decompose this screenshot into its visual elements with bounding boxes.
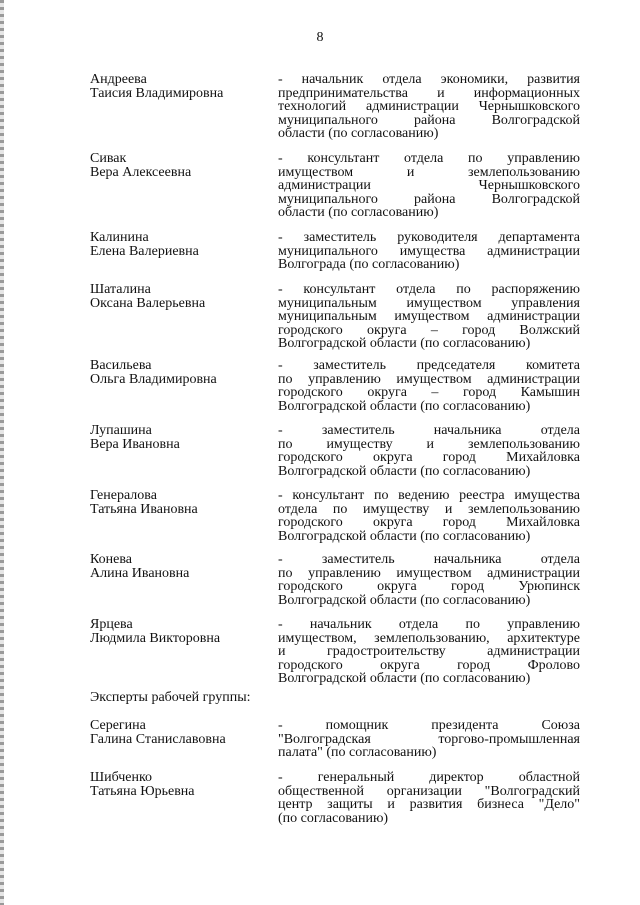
role-line: технологий администрации Чернышковского: [278, 99, 580, 114]
role-line: муниципальным имуществом управления: [278, 295, 580, 311]
role-line: - помощник президента Союза: [278, 718, 580, 733]
role-line: имуществом и землепользованию: [278, 164, 580, 180]
member-name: [90, 152, 270, 179]
role-line: администрации Чернышковского: [278, 178, 580, 193]
role-line: - начальник отдела экономики, развития: [278, 72, 580, 87]
member-surname: Шаталина: [90, 282, 151, 297]
page-number: 8: [316, 30, 324, 45]
scan-edge: [0, 0, 4, 905]
role-line: городского округа город Михайловка: [278, 450, 580, 465]
role-line: - заместитель начальника отдела: [278, 423, 580, 438]
member-given-name: Елена Валериевна: [90, 243, 199, 259]
role-line: центр защиты и развития бизнеса "Дело": [278, 797, 580, 812]
role-line: - начальник отдела по управлению: [278, 617, 580, 632]
expert-name: [90, 719, 270, 746]
role-line: - заместитель председателя комитета: [278, 358, 580, 373]
member-name: [90, 73, 270, 100]
expert-surname: Шибченко: [90, 770, 153, 785]
role-line: предпринимательства и информационных: [278, 85, 580, 101]
role-line: Волгоградской области (по согласованию): [278, 592, 531, 608]
role-line: - консультант отдела по распоряжению: [278, 282, 580, 297]
role-line: муниципальным имуществом администрации: [278, 309, 580, 324]
member-role: [278, 359, 580, 413]
member-name: [90, 231, 270, 258]
member-given-name: Оксана Валерьевна: [90, 295, 206, 311]
role-line: общественной организации "Волгоградский: [278, 783, 580, 799]
expert-role: [278, 719, 580, 760]
role-line: муниципального района Волгоградской: [278, 112, 580, 128]
role-line: имуществом, землепользованию, архитектуре: [278, 630, 580, 646]
role-line: Волгограда (по согласованию): [278, 257, 460, 272]
member-role: [278, 424, 580, 478]
role-line: Волгоградской области (по согласованию): [278, 463, 531, 479]
expert-given-name: Татьяна Юрьевна: [90, 783, 195, 799]
role-line: городского округа город Михайловка: [278, 515, 580, 530]
member-given-name: Ольга Владимировна: [90, 371, 217, 387]
role-line: по имуществу и землепользованию: [278, 436, 580, 452]
member-surname: Ярцева: [90, 617, 133, 632]
member-name: [90, 424, 270, 451]
member-surname: Васильева: [90, 358, 152, 373]
member-name: [90, 489, 270, 516]
member-role: [278, 553, 580, 607]
role-line: по управлению имуществом администрации: [278, 371, 580, 387]
member-name: [90, 618, 270, 645]
expert-name: [90, 771, 270, 798]
member-surname: Калинина: [90, 230, 149, 245]
member-name: [90, 553, 270, 580]
role-line: городского округа город Фролово: [278, 657, 580, 673]
role-line: городского округа город Урюпинск: [278, 579, 580, 594]
role-line: муниципального имущества администрации: [278, 243, 580, 259]
member-surname: Сивак: [90, 151, 127, 166]
member-name: [90, 359, 270, 386]
member-given-name: Таисия Владимировна: [90, 85, 224, 101]
role-line: палата" (по согласованию): [278, 745, 437, 760]
role-line: и градостроительству администрации: [278, 644, 580, 659]
member-surname: Конева: [90, 552, 132, 567]
member-role: [278, 73, 580, 141]
role-line: Волгоградской области (по согласованию): [278, 336, 531, 351]
member-given-name: Вера Алексеевна: [90, 164, 192, 180]
role-line: - заместитель руководителя департамента: [278, 230, 580, 245]
expert-role: [278, 771, 580, 825]
member-role: [278, 618, 580, 686]
experts-heading: Эксперты рабочей группы:: [90, 690, 251, 705]
expert-surname: Серегина: [90, 718, 146, 733]
role-line: Волгоградской области (по согласованию): [278, 398, 531, 414]
member-given-name: Людмила Викторовна: [90, 630, 221, 646]
role-line: муниципального района Волгоградской: [278, 191, 580, 207]
role-line: - консультант по ведению реестра имущества: [278, 488, 580, 503]
role-line: Волгоградской области (по согласованию): [278, 528, 531, 544]
member-surname: Генералова: [90, 488, 157, 503]
member-given-name: Алина Ивановна: [90, 565, 190, 581]
role-line: (по согласованию): [278, 810, 389, 826]
role-line: городского округа – город Камышин: [278, 385, 580, 400]
role-line: - заместитель начальника отдела: [278, 552, 580, 567]
member-name: [90, 283, 270, 310]
role-line: отдела по имуществу и землепользованию: [278, 501, 580, 517]
expert-given-name: Галина Станиславовна: [90, 731, 226, 747]
member-role: [278, 152, 580, 220]
member-role: [278, 489, 580, 543]
role-line: области (по согласованию): [278, 126, 439, 141]
role-line: области (по согласованию): [278, 205, 439, 220]
role-line: - консультант отдела по управлению: [278, 151, 580, 166]
member-given-name: Татьяна Ивановна: [90, 501, 198, 517]
member-role: [278, 283, 580, 351]
member-given-name: Вера Ивановна: [90, 436, 180, 452]
role-line: городского округа – город Волжский: [278, 322, 580, 338]
role-line: - генеральный директор областной: [278, 770, 580, 785]
role-line: Волгоградской области (по согласованию): [278, 671, 531, 686]
member-surname: Андреева: [90, 72, 147, 87]
role-line: по управлению имуществом администрации: [278, 565, 580, 581]
role-line: "Волгоградская торгово-промышленная: [278, 731, 580, 747]
member-role: [278, 231, 580, 272]
member-surname: Лупашина: [90, 423, 152, 438]
